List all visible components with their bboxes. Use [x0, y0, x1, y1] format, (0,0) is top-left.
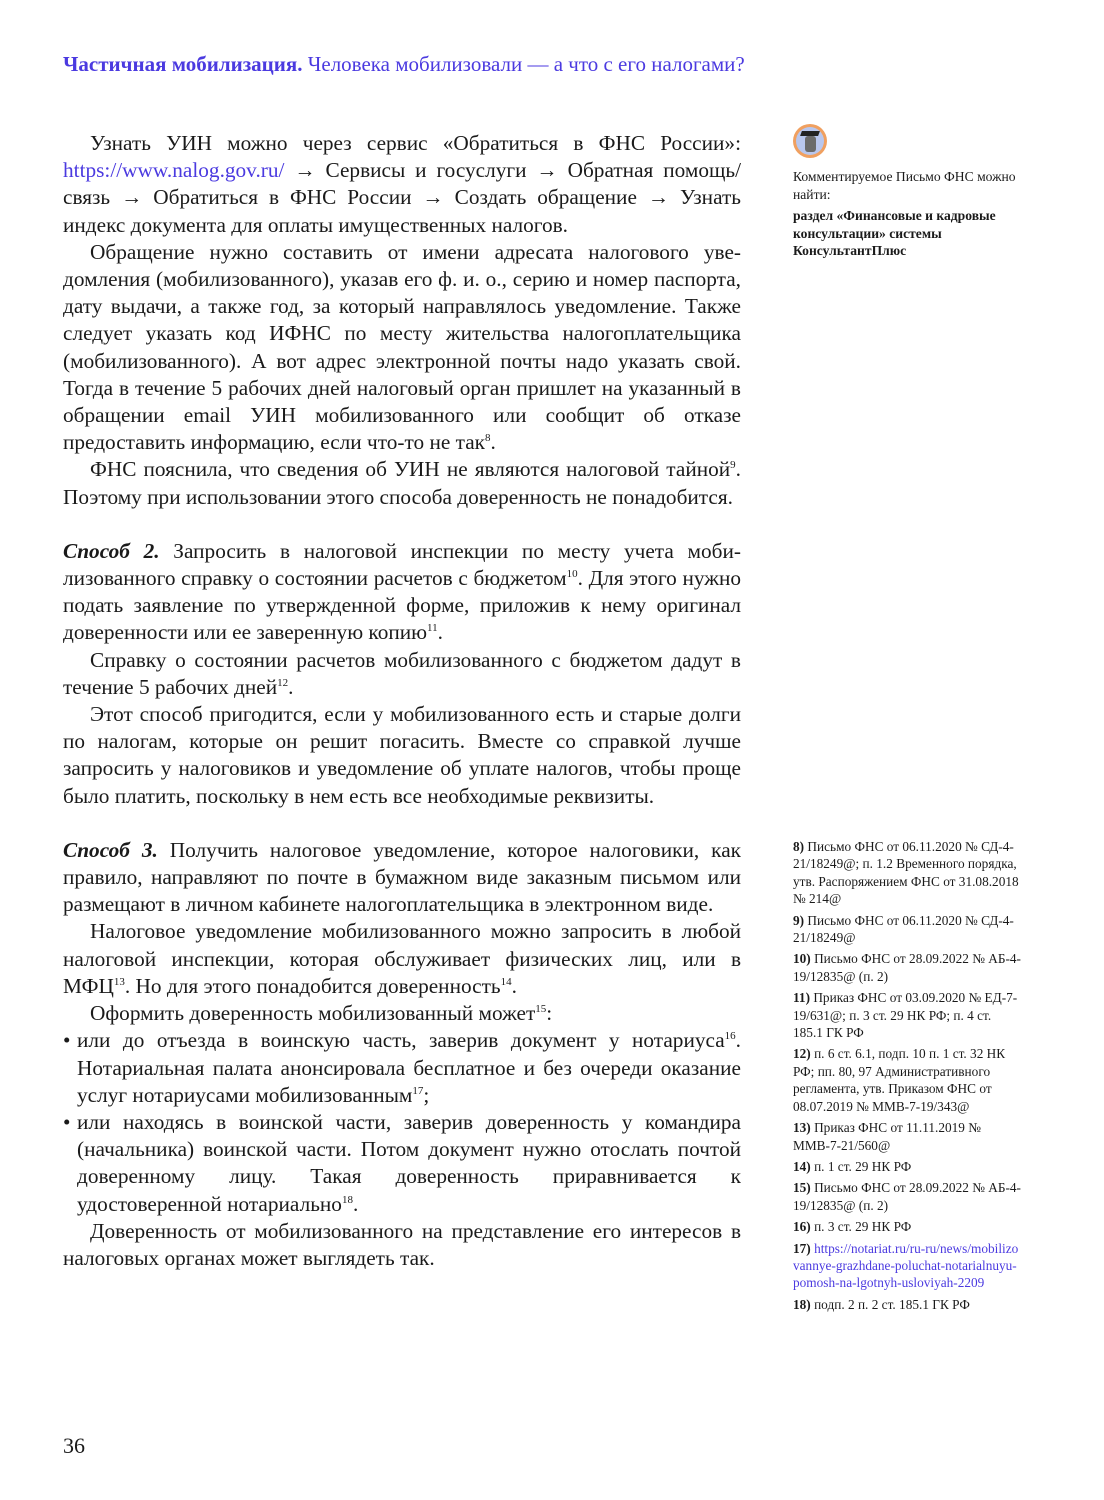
- footnotes: [793, 838, 1023, 1317]
- running-header: [63, 52, 745, 77]
- paragraph: Оформить доверенность мобилизованный может$^{15}$:: [90, 1001, 553, 1026]
- paragraph: ФНС пояснила, что сведения об УИН не являются налоговой тайной$^9$. Поэтому при использовании этого способа доверенность не понадобится.: [63, 457, 741, 509]
- footnote-14: 14) п. 1 ст. 29 НК РФ: [793, 1158, 912, 1174]
- footnote-ref[interactable]: 9: [730, 459, 736, 472]
- footnote-ref[interactable]: 15: [535, 1003, 547, 1016]
- main-text: [63, 130, 741, 1272]
- paragraph: Этот способ пригодится, если у мобилизованного есть и старые долги по налогам, которые он решит погасить. Вместе со справкой лучше запросить у налоговиков и уведомление об уплате налогов, чтобы проще было платить, поскольку в нем есть все необходимые реквизиты.: [63, 702, 741, 808]
- footnote-ref[interactable]: 13: [113, 975, 125, 988]
- professor-avatar-icon: [793, 124, 827, 158]
- footnote-ref[interactable]: 16: [724, 1030, 736, 1043]
- nalog-link[interactable]: https://www.nalog.gov.ru/: [63, 158, 285, 183]
- footnote-15: 15) Письмо ФНС от 28.09.2022 № АБ-4-19/12835@ (п. 2): [793, 1180, 1021, 1213]
- page-number: 36: [63, 1433, 85, 1458]
- footnote-10: 10) Письмо ФНС от 28.09.2022 № АБ-4-19/12835@ (п. 2): [793, 951, 1021, 984]
- footnote-ref[interactable]: 10: [566, 568, 578, 581]
- footnote-17: 17) https://notariat.ru/ru-ru/news/mobilizovannye-grazhdane-poluchat-notarialnuyu-pomosh-na-lgotnyh-usloviyah-2209: [793, 1240, 1019, 1291]
- paragraph: Узнать УИН можно через сервис «Обратиться в ФНС России»: https://www.nalog.gov.ru/ → Сервисы и госуслуги → Обратная помощь/связь → Обратиться в ФНС России → Создать обращение → Узнать индекс документа для оплаты имущественных налогов.: [63, 131, 741, 237]
- footnote-ref[interactable]: 14: [500, 975, 512, 988]
- paragraph: Налоговое уведомление мобилизованного можно запросить в любой налоговой инспекции, которая обслуживает физических лиц, или в МФЦ$^{13}$. Но для этого понадобится доверенность$^{14}$.: [63, 919, 741, 998]
- footnote-ref[interactable]: 8: [485, 432, 491, 445]
- footnote-ref[interactable]: 11: [427, 622, 438, 635]
- header-section: Частичная мобилизация.: [63, 52, 303, 76]
- method-3: Способ 3. Получить налоговое уведомление, которое налоговики, как правило, направляют по почте в бумажном виде заказным письмом или размещают в личном кабинете налогоплательщика в электронном виде.: [63, 837, 741, 917]
- list-item: • или до отъезда в воинскую часть, заверив документ у нотариуса$^{16}$. Нотариальная палата анонсировала бесплатное и без очереди оказание услуг нотариусами мобилизованным$^{17}$;: [63, 1027, 741, 1109]
- bullet-list: [63, 1027, 741, 1217]
- sidebar-note: [793, 168, 1023, 260]
- method-3-lead: Способ 3.: [63, 837, 158, 862]
- sidebar-note-bold: раздел «Финансовые и кадровые консультации» системы КонсультантПлюс: [793, 208, 996, 258]
- footnote-12: 12) п. 6 ст. 6.1, подп. 10 п. 1 ст. 32 НК РФ; пп. 80, 97 Административного регламента, утв. Приказом ФНС от 08.07.2019 № ММВ-7-19/343@: [793, 1046, 1006, 1114]
- sidebar-note-text: Комментируемое Письмо ФНС можно найти:: [793, 169, 1016, 202]
- footnote-9: 9) Письмо ФНС от 06.11.2020 № СД-4-21/18249@: [793, 912, 1014, 946]
- footnote-8: 8) Письмо ФНС от 06.11.2020 № СД-4-21/18249@; п. 1.2 Временного порядка, утв. Распоряжением ФНС от 31.08.2018 № 214@: [793, 839, 1019, 907]
- header-title: Человека мобилизовали — а что с его налогами?: [307, 52, 745, 76]
- footnote-ref[interactable]: 17: [412, 1084, 424, 1097]
- method-2-lead: Способ 2.: [63, 538, 160, 563]
- footnote-13: 13) Приказ ФНС от 11.11.2019 № ММВ-7-21/560@: [793, 1120, 981, 1153]
- paragraph: Обращение нужно составить от имени адресата налогового уведомления (мобилизованного), указав его ф. и. о., серию и номер паспорта, дату выдачи, а также год, за который направлялось уведомление. Также следует указать код ИФНС по месту жительства налогоплательщика (мобилизованного). А вот адрес электронной почты надо указать свой. Тогда в течение 5 рабочих дней налоговый орган пришлет на указанный в обращении email УИН мобилизованного или сообщит об отказе предоставить информацию, если что-то не так$^8$.: [63, 239, 741, 455]
- paragraph: Справку о состоянии расчетов мобилизованного с бюджетом дадут в течение 5 рабочих дней$^{12}$.: [63, 647, 741, 699]
- footnote-18: 18) подп. 2 п. 2 ст. 185.1 ГК РФ: [793, 1296, 970, 1312]
- footnote-ref[interactable]: 18: [341, 1193, 353, 1206]
- method-2: Способ 2. Запросить в налоговой инспекции по месту учета мобилизованного справку о состоянии расчетов с бюджетом$^{10}$. Для этого нужно подать заявление по утвержденной форме, приложив к нему оригинал доверенности или ее заверенную копию$^{11}$.: [63, 538, 741, 645]
- footnote-ref[interactable]: 12: [277, 676, 289, 689]
- paragraph: Доверенность от мобилизованного на представление его интересов в налоговых органах может выглядеть так.: [63, 1218, 741, 1270]
- list-item: • или находясь в воинской части, заверив доверенность у командира (начальника) воинской части. Потом документ нужно отослать почтой доверенному лицу. Такая доверенность приравнивается к удостоверенной нотариально$^{18}$.: [63, 1109, 741, 1218]
- notariat-link[interactable]: https://notariat.ru/ru-ru/news/mobilizovannye-grazhdane-poluchat-notarialnuyu-pomosh-na-lgotnyh-usloviyah-2209: [793, 1240, 1019, 1291]
- footnote-16: 16) п. 3 ст. 29 НК РФ: [793, 1219, 912, 1235]
- footnote-11: 11) Приказ ФНС от 03.09.2020 № ЕД-7-19/631@; п. 3 ст. 29 НК РФ; п. 4 ст. 185.1 ГК РФ: [793, 990, 1018, 1041]
